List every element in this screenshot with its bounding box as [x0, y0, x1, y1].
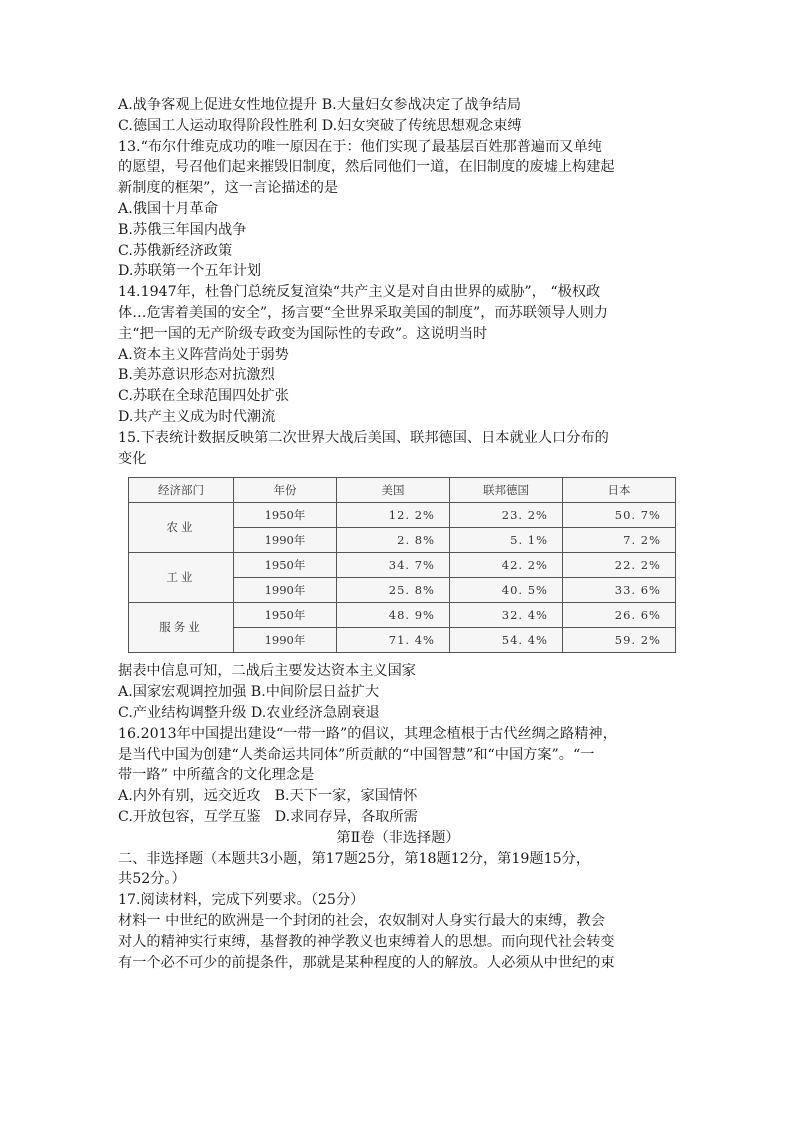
value-cell: 23. 2%	[450, 503, 563, 528]
table-header-cell: 美国	[337, 478, 450, 503]
value-cell: 25. 8%	[337, 578, 450, 603]
value-cell: 48. 9%	[337, 603, 450, 628]
text-line: 主“把一国的无产阶级专政变为国际性的专政”。这说明当时	[118, 325, 488, 342]
text-line: 17.阅读材料，完成下列要求。（25分）	[118, 892, 365, 909]
employment-table-wrap	[128, 477, 676, 653]
table-header-row	[129, 478, 676, 503]
text-line: 新制度的框架”，这一言论描述的是	[118, 180, 339, 197]
year-cell: 1990年	[234, 528, 337, 553]
table-header-cell: 经济部门	[129, 478, 234, 503]
text-line: 带一路” 中所蕴含的文化理念是	[118, 767, 315, 784]
value-cell: 59. 2%	[563, 628, 676, 653]
value-cell: 22. 2%	[563, 553, 676, 578]
text-line: A.战争客观上促进女性地位提升 B.大量妇女参战决定了战争结局	[118, 97, 522, 113]
question-block-top	[118, 95, 678, 469]
text-line: 有一个必不可少的前提条件，那就是某种程度的人的解放。人必须从中世纪的束	[118, 954, 615, 971]
section-title: 第Ⅱ卷（非选择题）	[336, 829, 460, 846]
value-cell: 50. 7%	[563, 503, 676, 528]
table-row	[129, 503, 676, 528]
employment-distribution-table	[128, 477, 676, 653]
text-line: 16.2013年中国提出建设“一带一路”的倡议，其理念植根于古代丝绸之路精神，	[118, 725, 617, 742]
text-line: A.俄国十月革命	[118, 200, 218, 217]
year-cell: 1990年	[234, 628, 337, 653]
value-cell: 7. 2%	[563, 528, 676, 553]
table-header-cell: 日本	[563, 478, 676, 503]
text-line: C.产业结构调整升级 D.农业经济急剧衰退	[118, 704, 380, 721]
text-line: 是当代中国为创建“人类命运共同体”所贡献的“中国智慧”和“中国方案”。“一	[118, 746, 595, 763]
table-row	[129, 603, 676, 628]
text-line: 材料一 中世纪的欧洲是一个封闭的社会，农奴制对人身实行最大的束缚，教会	[118, 912, 605, 929]
year-cell: 1950年	[234, 503, 337, 528]
value-cell: 54. 4%	[450, 628, 563, 653]
text-line: 的愿望，号召他们起来摧毁旧制度，然后同他们一道，在旧制度的废墟上构建起	[118, 159, 615, 176]
value-cell: 42. 2%	[450, 553, 563, 578]
question-block-end	[118, 849, 678, 974]
text-line: 15.下表统计数据反映第二次世界大战后美国、联邦德国、日本就业人口分布的	[118, 429, 609, 446]
exam-page	[118, 95, 678, 973]
value-cell: 5. 1%	[450, 528, 563, 553]
text-line: 共52分。）	[118, 871, 186, 888]
year-cell: 1990年	[234, 578, 337, 603]
text-line: A.国家宏观调控加强 B.中间阶层日益扩大	[118, 684, 380, 701]
text-line: B.美苏意识形态对抗激烈	[118, 367, 275, 384]
value-cell: 26. 6%	[563, 603, 676, 628]
text-line: 二、非选择题（本题共3小题，第17题25分，第18题12分，第19题15分，	[118, 850, 591, 867]
table-header-cell: 年份	[234, 478, 337, 503]
table-row	[129, 553, 676, 578]
table-header-cell: 联邦德国	[450, 478, 563, 503]
text-line: A.资本主义阵营尚处于弱势	[118, 346, 289, 363]
value-cell: 40. 5%	[450, 578, 563, 603]
text-line: C.开放包容，互学互鉴 D.求同存异，各取所需	[118, 808, 418, 825]
value-cell: 33. 6%	[563, 578, 676, 603]
text-line: 变化	[118, 450, 147, 467]
text-line: D.共产主义成为时代潮流	[118, 408, 276, 425]
question-block-bottom	[118, 661, 678, 827]
sector-cell: 农业	[129, 503, 234, 553]
sector-cell: 工业	[129, 553, 234, 603]
value-cell: 34. 7%	[337, 553, 450, 578]
text-line: C.苏俄新经济政策	[118, 242, 233, 259]
text-line: C.德国工人运动取得阶段性胜利 D.妇女突破了传统思想观念束缚	[118, 117, 522, 134]
text-line: 13.“布尔什维克成功的唯一原因在于：他们实现了最基层百姓那普遍而又单纯	[118, 138, 602, 155]
value-cell: 2. 8%	[337, 528, 450, 553]
value-cell: 12. 2%	[337, 503, 450, 528]
year-cell: 1950年	[234, 603, 337, 628]
value-cell: 32. 4%	[450, 603, 563, 628]
text-line: 对人的精神实行束缚，基督教的神学教义也束缚着人的思想。而向现代社会转变	[118, 933, 615, 950]
sector-cell: 服务业	[129, 603, 234, 653]
text-line: D.苏联第一个五年计划	[118, 263, 262, 280]
year-cell: 1950年	[234, 553, 337, 578]
text-line: B.苏俄三年国内战争	[118, 221, 247, 238]
text-line: C.苏联在全球范围四处扩张	[118, 388, 289, 405]
text-line: A.内外有别，远交近攻 B.天下一家，家国情怀	[118, 788, 418, 805]
text-line: 据表中信息可知，二战后主要发达资本主义国家	[118, 663, 416, 680]
text-line: 14.1947年，杜鲁门总统反复渲染“共产主义是对自由世界的威胁”， “极权政	[118, 284, 601, 301]
value-cell: 71. 4%	[337, 628, 450, 653]
text-line: 体…危害着美国的安全”，扬言要“全世界采取美国的制度”，而苏联领导人则力	[118, 304, 608, 321]
